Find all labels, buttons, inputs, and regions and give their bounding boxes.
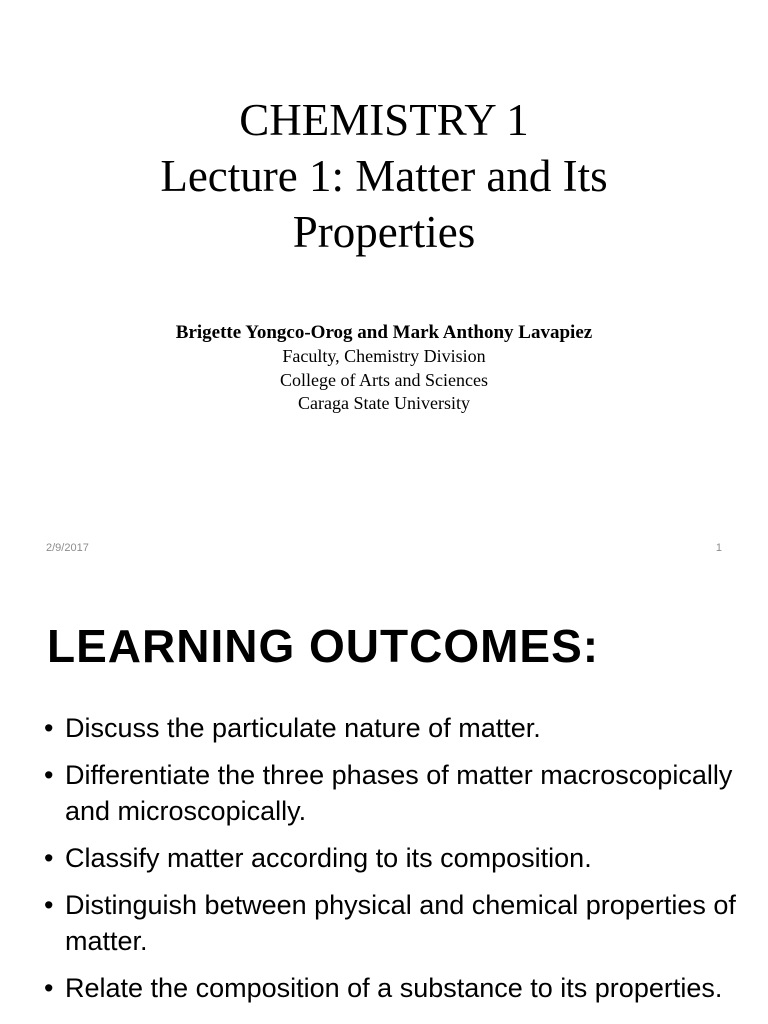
bullet-icon: • xyxy=(44,843,54,873)
bullet-text: Relate the composition of a substance to its properties. xyxy=(65,973,723,1003)
bullet-text: Classify matter according to its composition. xyxy=(65,843,592,873)
author-names: Brigette Yongco-Orog and Mark Anthony Lavapiez xyxy=(175,322,593,343)
affiliation-faculty: Faculty, Chemistry Division xyxy=(282,346,486,366)
bullet-text: Differentiate the three phases of matter macroscopically and microscopically. xyxy=(65,760,733,826)
list-item xyxy=(0,970,768,1006)
learning-outcomes-heading: LEARNING OUTCOMES: xyxy=(47,620,600,672)
slide-page-number: 1 xyxy=(715,542,722,554)
title-line-topic: Properties xyxy=(292,207,476,257)
bullet-text: Discuss the particulate nature of matter. xyxy=(65,713,541,743)
bullet-icon: • xyxy=(44,760,54,790)
learning-outcomes-list xyxy=(0,710,768,1017)
bullet-icon: • xyxy=(44,890,54,920)
slide-title xyxy=(0,92,768,260)
author-block xyxy=(0,321,768,416)
list-item xyxy=(0,840,768,876)
affiliation-college: College of Arts and Sciences xyxy=(280,369,488,390)
title-line-lecture: Lecture 1: Matter and Its xyxy=(160,151,608,201)
list-item xyxy=(0,710,768,746)
list-item xyxy=(0,887,768,959)
bullet-text: Distinguish between physical and chemical properties of matter. xyxy=(65,890,736,956)
bullet-icon: • xyxy=(44,713,54,743)
title-line-course: CHEMISTRY 1 xyxy=(239,95,529,145)
affiliation-university: Caraga State University xyxy=(298,393,470,413)
bullet-icon: • xyxy=(44,973,54,1003)
list-item xyxy=(0,757,768,829)
learning-outcomes-slide xyxy=(0,576,768,1024)
slide-date: 2/9/2017 xyxy=(46,542,89,554)
